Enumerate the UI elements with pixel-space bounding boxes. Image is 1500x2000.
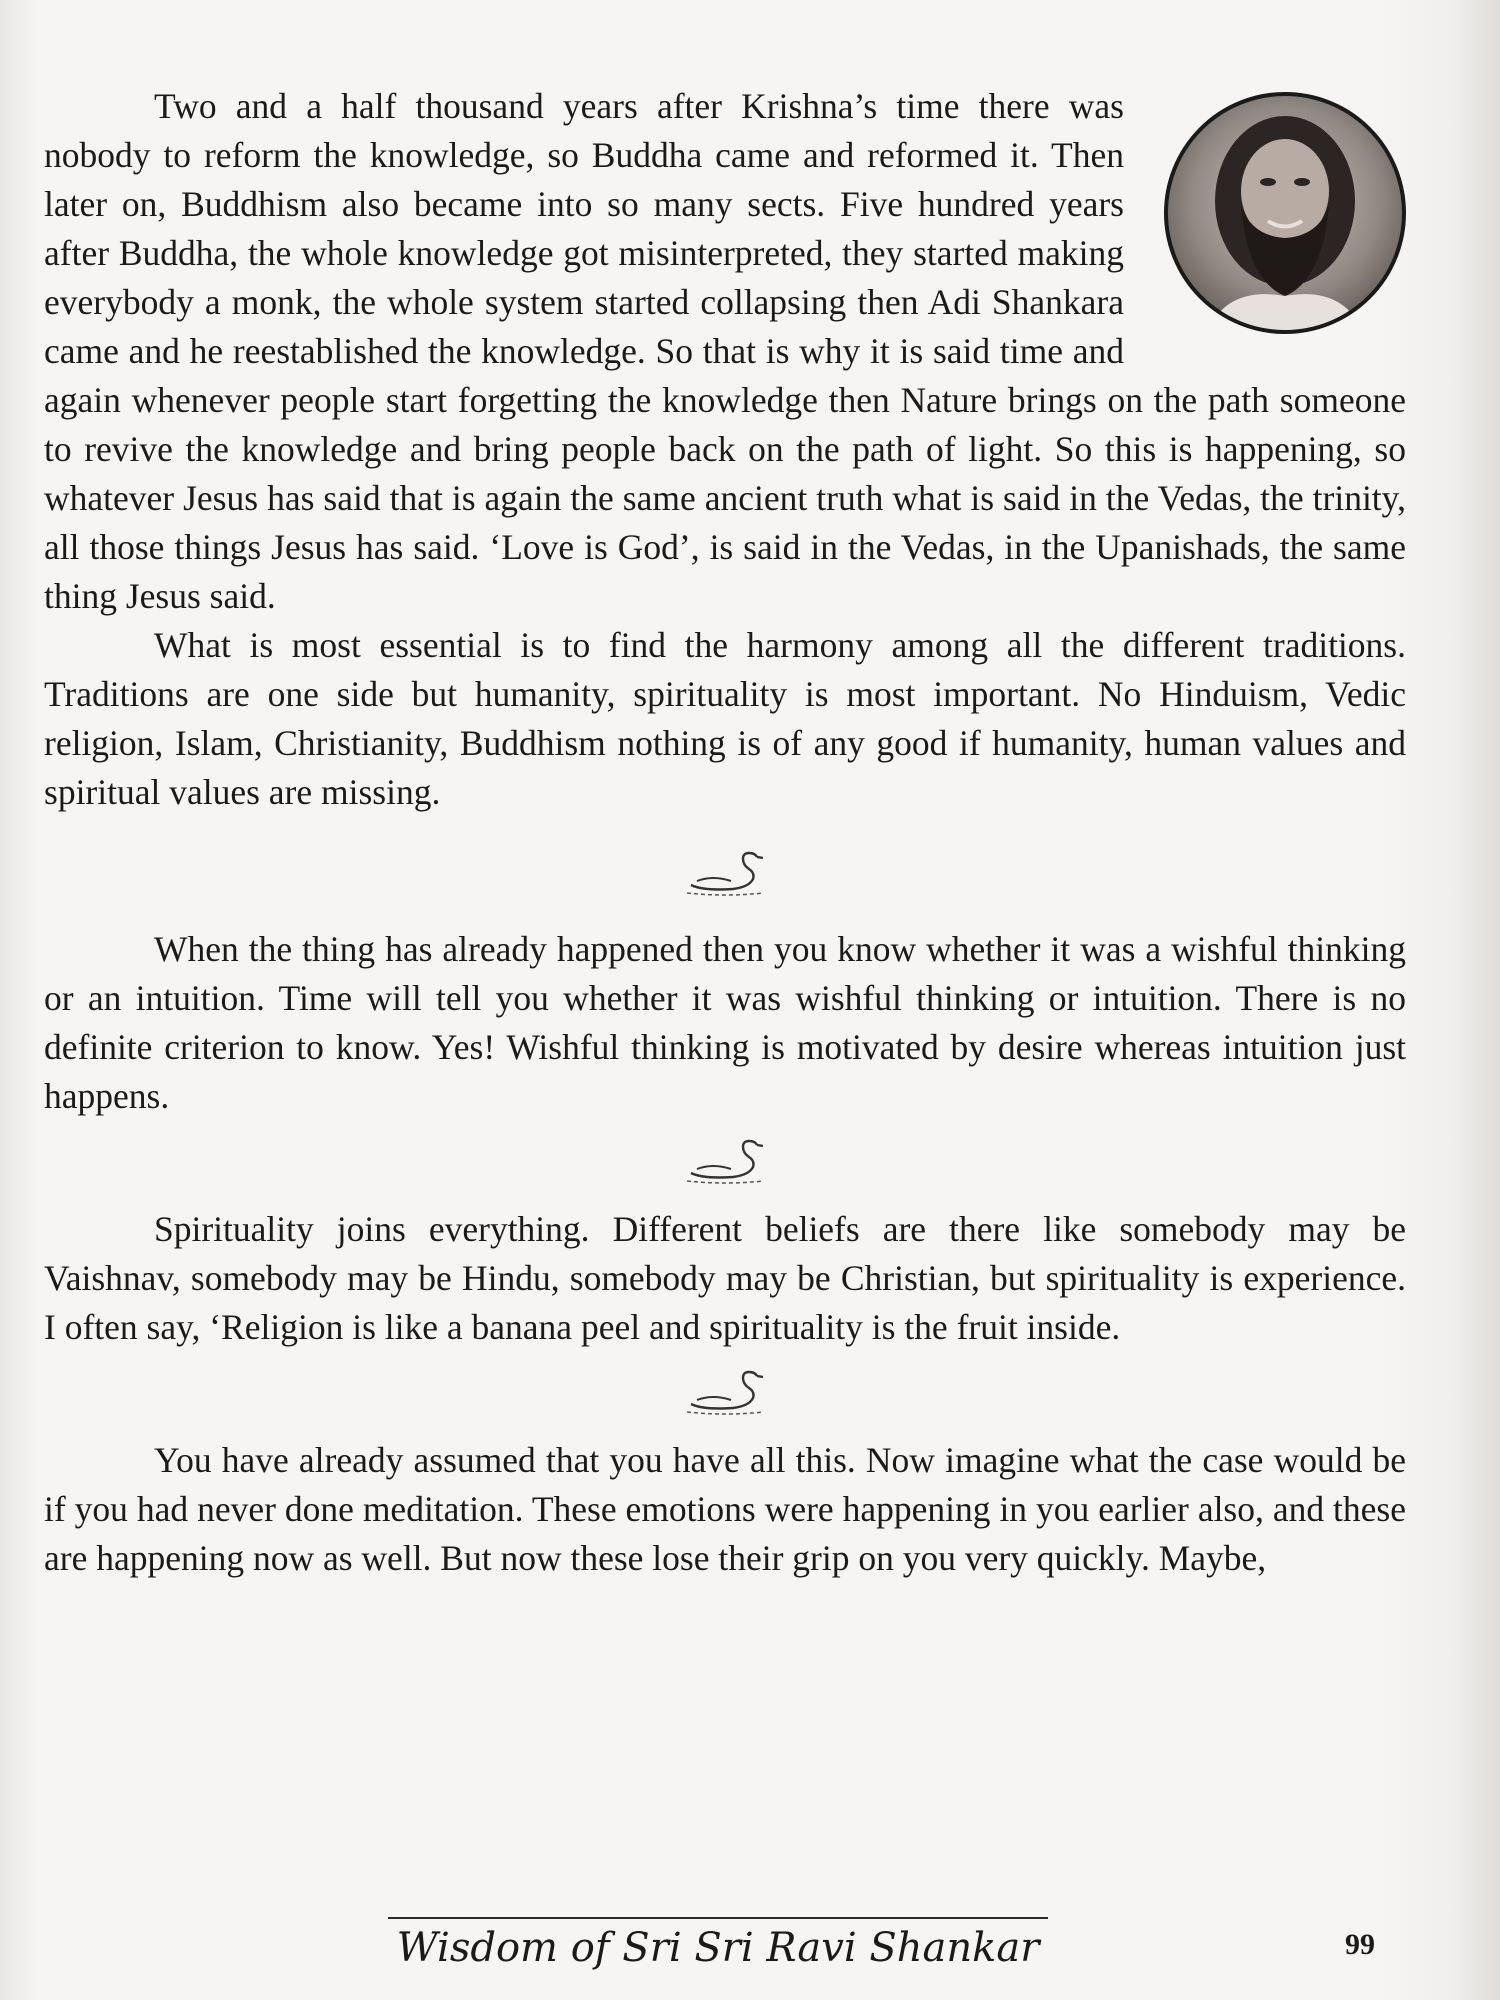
swan-icon xyxy=(683,1370,767,1418)
paragraph-4: Spirituality joins everything. Different beliefs are there like somebody may be Vaishnav, somebody may be Hindu, somebody may be Christian, but spirituality is experience. I often say, ‘Religion is like a banana peel and spirituality is the fruit inside. xyxy=(44,1209,1406,1347)
page-body xyxy=(44,82,1406,1583)
swan-icon xyxy=(683,851,767,899)
paragraph-1: Two and a half thousand years after Krishna’s time there was nobody to reform the knowledge, so Buddha came and reformed it. Then later on, Buddhism also became into so many sects. Five hundred years after Buddha, the whole knowledge got misinterpreted, they started making everybody a monk, the whole system started collapsing then Adi Shankara came and he reestablished the knowledge. So that is why it is said time and again whenever people start forgetting the knowledge then Nature brings on the path someone to revive the knowledge and bring people back on the path of light. So this is happening, so whatever Jesus has said that is again the same ancient truth what is said in the Vedas, the trinity, all those things Jesus has said. ‘Love is God’, is said in the Vedas, in the Upanishads, the same thing Jesus said. xyxy=(44,86,1406,616)
paragraph-3: When the thing has already happened then you know whether it was a wishful thinking or an intuition. Time will tell you whether it was wishful thinking or intuition. There is no definite criterion to know. Yes! Wishful thinking is motivated by desire whereas intuition just happens. xyxy=(44,929,1406,1116)
paragraph-2: What is most essential is to find the harmony among all the different traditions. Traditions are one side but humanity, spirituality is most important. No Hinduism, Vedic religion, Islam, Christianity, Buddhism nothing is of any good if humanity, human values and spiritual values are missing. xyxy=(44,625,1406,812)
footer-rule xyxy=(388,1917,1048,1919)
footer-book-title: Wisdom of Sri Sri Ravi Shankar xyxy=(396,1925,1040,1971)
section-divider xyxy=(44,1352,1406,1436)
portrait-icon xyxy=(1164,92,1406,334)
page-edge-shadow xyxy=(1452,0,1500,2000)
paragraph-5: You have already assumed that you have all this. Now imagine what the case would be if you had never done meditation. These emotions were happening in you earlier also, and these are happening now as well. But now these lose their grip on you very quickly. Maybe, xyxy=(44,1440,1406,1578)
swan-icon xyxy=(683,1139,767,1187)
page-number: 99 xyxy=(1345,1928,1375,1961)
section-divider xyxy=(44,1121,1406,1205)
section-divider xyxy=(44,817,1406,925)
